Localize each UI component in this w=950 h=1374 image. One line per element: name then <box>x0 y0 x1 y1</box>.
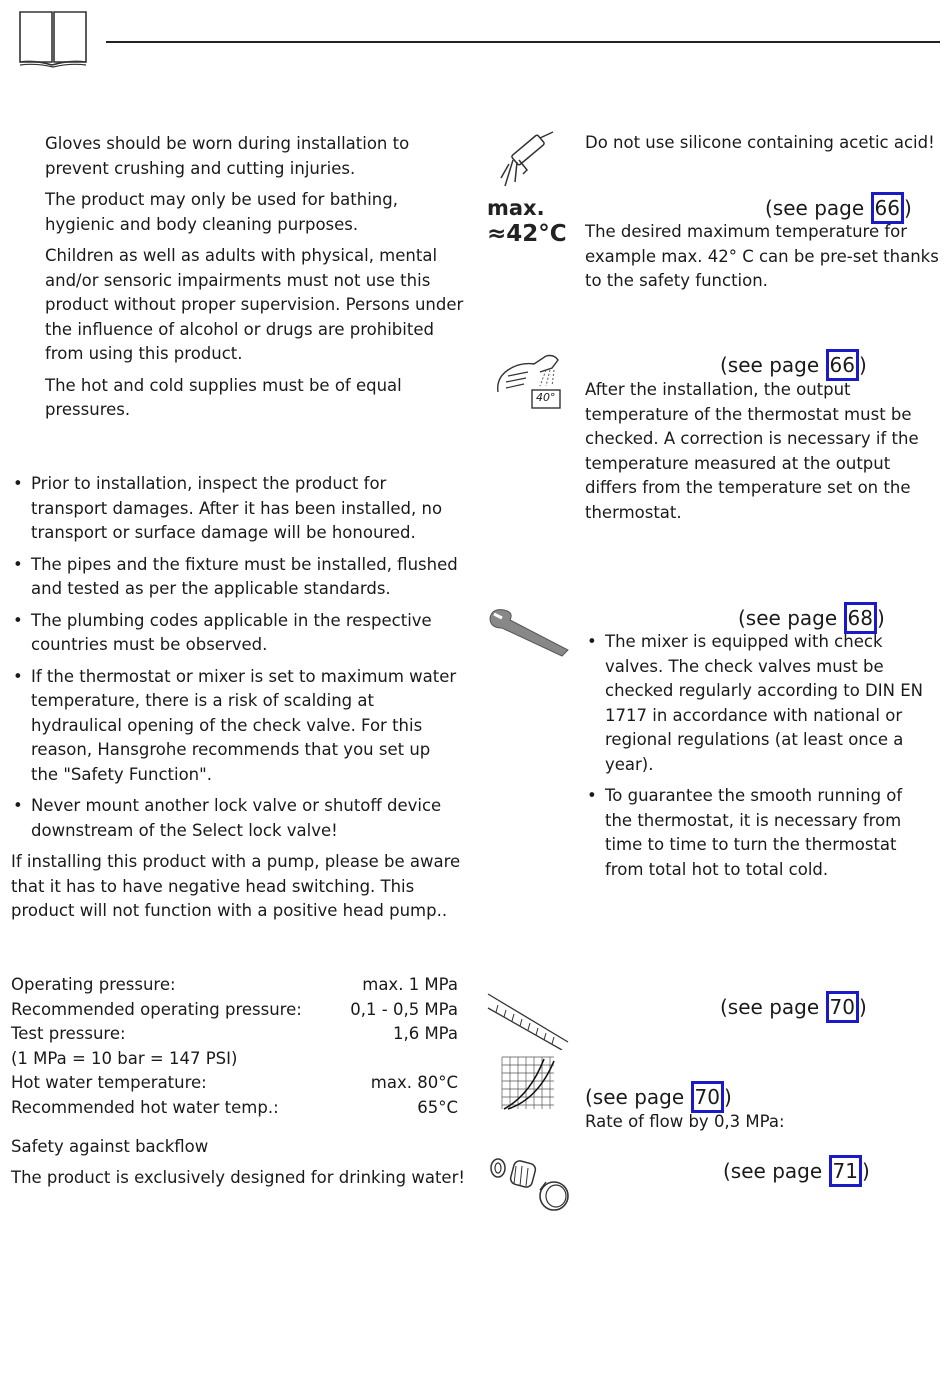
hand-thermometer-icon <box>494 352 562 410</box>
temp-label: ≈42°C <box>487 221 567 247</box>
manual-book-icon <box>18 10 88 68</box>
max-temperature-icon <box>487 196 567 248</box>
spec-value: max. 1 MPa <box>362 975 458 994</box>
page-link-66[interactable]: 66 <box>871 192 904 224</box>
spec-label: Test pressure: <box>11 1024 126 1043</box>
see-page-safety-function: (see page 66 ) <box>765 192 912 224</box>
spec-row <box>11 1096 458 1121</box>
spec-row <box>11 998 458 1023</box>
adjustment-text: After the installation, the output temperature of the thermostat must be checked. A correction is necessary if the temperature measured at the output differs from the temperature set on the thermostat. <box>585 380 919 522</box>
safety-paragraph: Children as well as adults with physical, mental and/or sensoric impairments must not use this product without proper supervision. Persons under the influence of alcohol or drugs are prohibited from using this product. <box>45 246 464 363</box>
spec-label: Recommended operating pressure: <box>11 999 302 1019</box>
backflow-note: Safety against backflow <box>11 1137 209 1156</box>
spec-label: Hot water temperature: <box>11 1073 207 1092</box>
drinking-water-note: The product is exclusively designed for drinking water! <box>11 1168 465 1187</box>
list-item: • Prior to installation, inspect the product for transport damages. After it has been installed, no transport or surface damage will be honoured. <box>11 472 461 546</box>
spec-row <box>11 1071 458 1096</box>
page-link-68[interactable]: 68 <box>844 602 877 634</box>
spec-value: 65°C <box>417 1097 458 1117</box>
technical-specs <box>11 973 458 1120</box>
page-link-71[interactable]: 71 <box>829 1155 862 1187</box>
header-rule <box>106 41 940 43</box>
spec-value: max. 80°C <box>370 1073 458 1092</box>
spare-parts-icon <box>488 1156 572 1212</box>
page-link-70[interactable]: 70 <box>826 991 859 1023</box>
list-item: • Never mount another lock valve or shutoff device downstream of the Select lock valve! <box>11 794 461 843</box>
thermometer-display: 40° <box>536 391 556 404</box>
list-item: • The plumbing codes applicable in the respective countries must be observed. <box>11 609 461 658</box>
page-link-66[interactable]: 66 <box>826 349 859 381</box>
see-page-adjustment: (see page 66 ) <box>720 349 867 381</box>
spec-label: (1 MPa = 10 bar = 147 PSI) <box>11 1048 238 1068</box>
flow-diagram-icon <box>500 1055 558 1111</box>
see-page-maintenance: (see page 68 ) <box>738 602 885 634</box>
list-item: • If the thermostat or mixer is set to maximum water temperature, there is a risk of scalding at hydraulical opening of the check valve. For this reason, Hansgrohe recommends that you set up the "Safety Function". <box>11 665 461 788</box>
installation-notes <box>11 472 461 850</box>
spec-value: 0,1 - 0,5 MPa <box>350 999 458 1019</box>
see-page-dimensions: (see page 70 ) <box>720 991 867 1023</box>
safety-paragraph: The hot and cold supplies must be of equal pressures. <box>45 375 402 419</box>
list-item: • The mixer is equipped with check valves. The check valves must be checked regularly according to DIN EN 1717 in accordance with national or regional regulations (at least once a year). <box>585 630 933 777</box>
spec-row <box>11 1022 458 1047</box>
list-item: • To guarantee the smooth running of the thermostat, it is necessary from time to time to turn the thermostat from total hot to total cold. <box>585 784 933 882</box>
dimensions-ruler-icon <box>486 992 572 1050</box>
spec-row <box>11 973 458 998</box>
max-label: max. <box>487 196 545 220</box>
pump-note: If installing this product with a pump, please be aware that it has to have negative head switching. This product will not function with a positive head pump.. <box>11 852 461 920</box>
safety-paragraph: Gloves should be worn during installation to prevent crushing and cutting injuries. <box>45 134 410 178</box>
flow-rate-text: Rate of flow by 0,3 MPa: <box>585 1112 785 1131</box>
silicone-gun-icon <box>497 130 559 190</box>
see-page-spare-parts: (see page 71 ) <box>723 1155 870 1187</box>
safety-paragraph: The product may only be used for bathing, hygienic and body cleaning purposes. <box>45 190 398 234</box>
silicone-note: Do not use silicone containing acetic acid! <box>585 133 935 152</box>
safety-function-text: The desired maximum temperature for example max. 42° C can be pre-set thanks to the safety function. <box>585 222 939 290</box>
list-item: • The pipes and the fixture must be installed, flushed and tested as per the applicable standards. <box>11 553 461 602</box>
spec-value: 1,6 MPa <box>392 1024 458 1043</box>
see-page-flow-diagram: (see page 70 ) <box>585 1081 732 1113</box>
safety-section <box>45 132 467 430</box>
spec-label: Operating pressure: <box>11 975 176 994</box>
spec-label: Recommended hot water temp.: <box>11 1097 279 1117</box>
maintenance-notes <box>585 630 933 889</box>
spec-row <box>11 1047 458 1072</box>
wrench-icon <box>486 604 572 658</box>
page-link-70[interactable]: 70 <box>691 1081 724 1113</box>
